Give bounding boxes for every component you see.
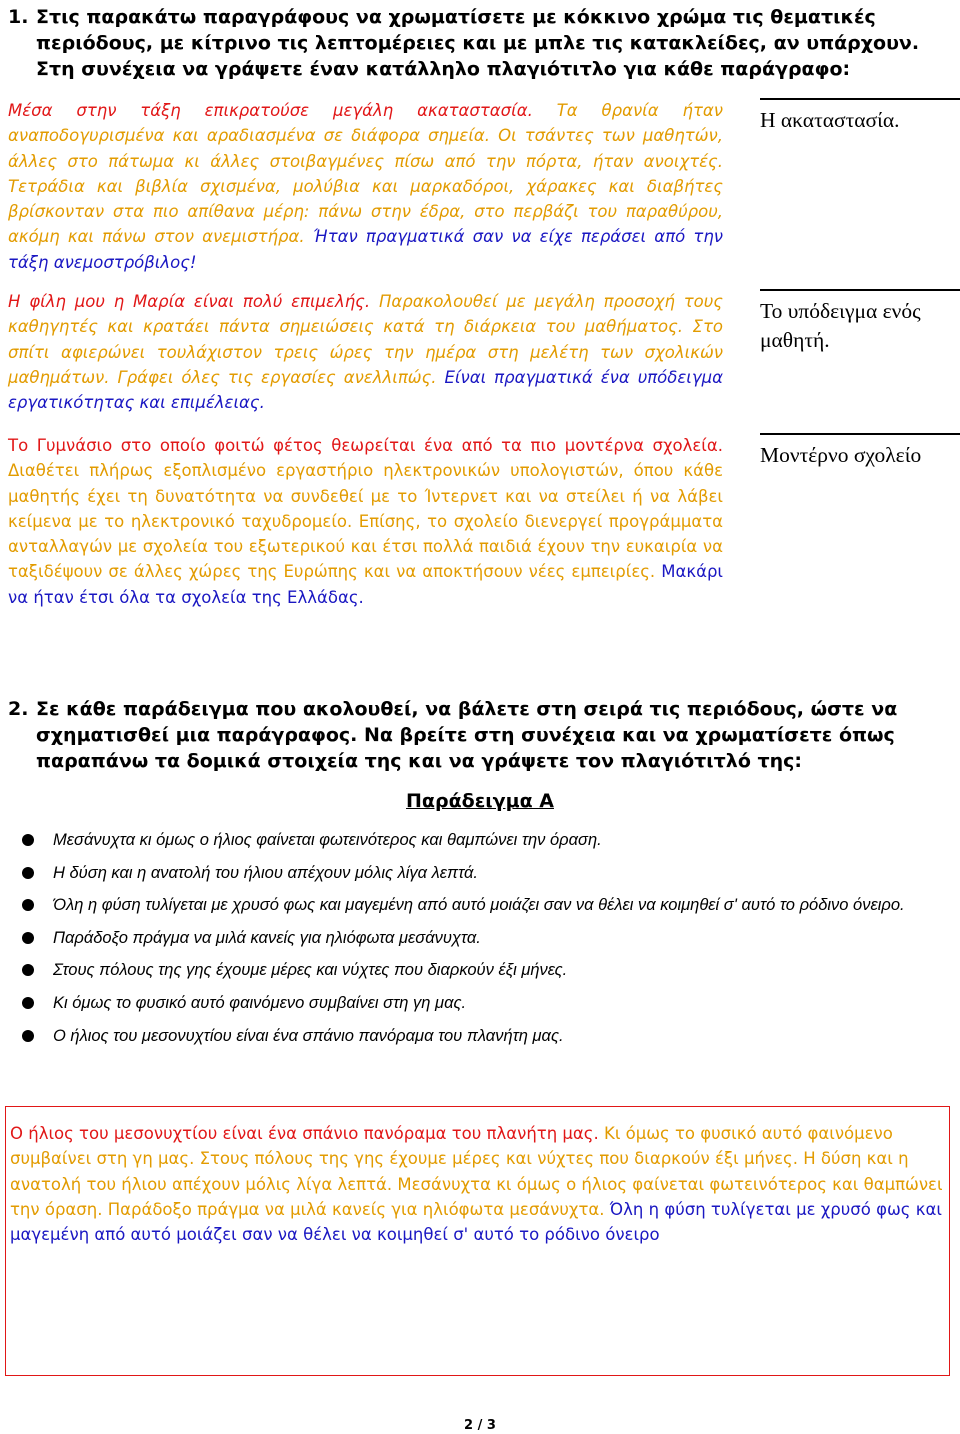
example-heading	[0, 790, 960, 812]
details: Διαθέτει πλήρως εξοπλισμένο εργαστήριο ηλεκτρονικών υπολογιστών, όπου κάθε μαθητής έχει τη δυνατότητα να συνδεθεί με το Ίντερνετ και να στείλει ή να λάβει κείμενα με το ηλεκτρονικό ταχυδρομείο. Επίσης, το σχολείο διενεργεί προγράμματα ανταλλαγών με σχολεία του εξωτερικού και έτσι πολλά παιδιά έχουν την ευκαιρία να ταξιδέψουν σε άλλες χώρες της Ευρώπης και να αποκτήσουν νέες εμπειρίες.	[8, 461, 723, 582]
side-title: Το υπόδειγμα ενός μαθητή.	[760, 289, 960, 355]
page-number: 2 / 3	[464, 1418, 496, 1433]
bullet-dot-icon	[22, 1030, 34, 1042]
list-item	[22, 1024, 952, 1049]
conclusion: Είναι πραγματικά ένα υπόδειγμα εργατικότητας και επιμέλειας.	[8, 367, 724, 413]
bullet-dot-icon	[22, 899, 34, 911]
task-text: Σε κάθε παράδειγμα που ακολουθεί, να βάλετε στη σειρά τις περιόδους, ώστε να σχηματισθεί μια παράγραφος. Να βρείτε στη συνέχεια και να χρωματίσετε όπως παραπάνω τα δομικά στοιχεία της και να γράψετε τον πλαγιότιτλό της:	[36, 698, 898, 772]
side-title: Μοντέρνο σχολείο	[760, 433, 960, 470]
sentence-text: Ο ήλιος του μεσονυχτίου είναι ένα σπάνιο πανόραμα του πλανήτη μας.	[53, 1026, 564, 1045]
task-number: 1.	[8, 6, 29, 28]
sentence-text: Παράδοξο πράγμα να μιλά κανείς για ηλιόφωτα μεσάνυχτα.	[53, 928, 481, 947]
list-item	[22, 991, 952, 1016]
example-heading-text: Παράδειγμα Α	[406, 790, 554, 812]
bullet-dot-icon	[22, 932, 34, 944]
list-item	[22, 926, 952, 951]
paragraph-text	[8, 98, 723, 275]
sentence-text: Κι όμως το φυσικό αυτό φαινόμενο συμβαίνει στη γη μας.	[53, 993, 467, 1012]
topic-sentence: Το Γυμνάσιο στο οποίο φοιτώ φέτος θεωρείται ένα από τα πιο μοντέρνα σχολεία.	[8, 436, 723, 455]
conclusion: Όλη η φύση τυλίγεται με χρυσό φως και μαγεμένη από αυτό μοιάζει σαν να θέλει να κοιμηθεί σ' αυτό το ρόδινο όνειρο	[10, 1199, 942, 1245]
list-item	[22, 958, 952, 983]
conclusion: Ήταν πραγματικά σαν να είχε περάσει από την τάξη ανεμοστρόβιλος!	[8, 227, 723, 272]
paragraph-text	[8, 289, 723, 415]
sentence-text: Μεσάνυχτα κι όμως ο ήλιος φαίνεται φωτεινότερος και θαμπώνει την όραση.	[53, 831, 602, 849]
task-number: 2.	[8, 698, 29, 720]
details: Παρακολουθεί με μεγάλη προσοχή τους καθηγητές και κρατάει πάντα σημειώσεις κατά τη διάρκεια του μαθήματος. Στο σπίτι αφιερώνει τουλάχιστον τρεις ώρες την ημέρα στη μελέτη των σχολικών μαθημάτων. Γράφει όλες τις εργασίες ανελλιπώς.	[8, 292, 723, 387]
topic-sentence: Ο ήλιος του μεσονυχτίου είναι ένα σπάνιο πανόραμα του πλανήτη μας.	[10, 1124, 599, 1143]
bullet-dot-icon	[22, 867, 34, 879]
details: Τα θρανία ήταν αναποδογυρισμένα και αραδιασμένα σε διάφορα σημεία. Οι τσάντες των μαθητών, άλλες στο πάτωμα κι άλλες στοιβαγμένες πίσω από την πόρτα, ήταν ανοιχτές. Τετράδια και βιβλία σχισμένα, μολύβια και μαρκαδόροι, χάρακες και διαβήτες βρίσκονταν στα πιο απίθανα μέρη: πάνω στην έδρα, στο περβάζι του παραθύρου, ακόμη και πάνω στον ανεμιστήρα.	[8, 101, 723, 247]
task-2-instruction	[8, 696, 952, 774]
topic-sentence: Μέσα στην τάξη επικρατούσε μεγάλη ακαταστασία.	[8, 101, 533, 120]
bullet-dot-icon	[22, 834, 34, 846]
conclusion: Μακάρι να ήταν έτσι όλα τα σχολεία της Ελλάδας.	[8, 562, 724, 607]
sentence-text: Η δύση και η ανατολή του ήλιου απέχουν μόλις λίγα λεπτά.	[53, 863, 479, 882]
bullet-dot-icon	[22, 997, 34, 1009]
side-title: Η ακαταστασία.	[760, 98, 960, 135]
topic-sentence: Η φίλη μου η Μαρία είναι πολύ επιμελής.	[8, 292, 371, 311]
sentence-text: Στους πόλους της γης έχουμε μέρες και νύχτες που διαρκούν έξι μήνες.	[53, 961, 568, 980]
answer-paragraph	[10, 1121, 945, 1247]
sentence-text: Όλη η φύση τυλίγεται με χρυσό φως και μαγεμένη από αυτό μοιάζει σαν να θέλει να κοιμηθεί σ' αυτό το ρόδινο όνειρο.	[53, 896, 905, 915]
sentence-list	[22, 828, 952, 1056]
task-1-instruction	[8, 4, 952, 82]
list-item	[22, 828, 952, 853]
bullet-dot-icon	[22, 964, 34, 976]
task-text: Στις παρακάτω παραγράφους να χρωματίσετε με κόκκινο χρώμα τις θεματικές περιόδους, με κίτρινο τις λεπτομέρειες και με μπλε τις κατακλείδες, αν υπάρχουν. Στη συνέχεια να γράψετε έναν κατάλληλο πλαγιότιτλο για κάθε παράγραφο:	[36, 6, 920, 80]
details: Κι όμως το φυσικό αυτό φαινόμενο συμβαίνει στη γη μας. Στους πόλους της γης έχουμε μέρες και νύχτες που διαρκούν έξι μήνες. Η δύση και η ανατολή του ήλιου απέχουν μόλις λίγα λεπτά. Μεσάνυχτα κι όμως ο ήλιος φαίνεται φωτεινότερος και θαμπώνει την όραση. Παράδοξο πράγμα να μιλά κανείς για ηλιόφωτα μεσάνυχτα.	[10, 1124, 943, 1219]
list-item	[22, 893, 952, 918]
paragraph-text	[8, 433, 723, 610]
list-item	[22, 861, 952, 886]
